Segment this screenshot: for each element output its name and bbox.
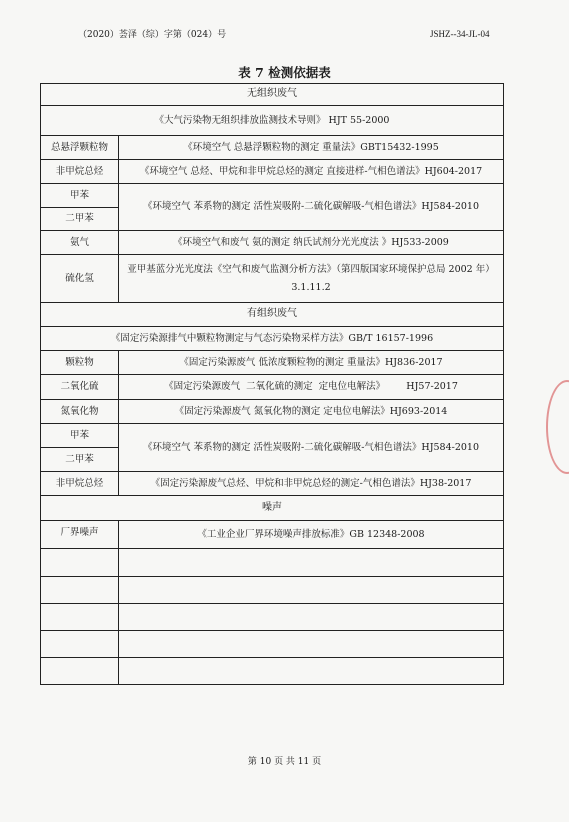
method-cell: 《工业企业厂界环境噪声排放标准》GB 12348-2008 (119, 521, 504, 549)
unorganized-general-standard: 《大气污染物无组织排放监测技术导则》 HJT 55-2000 (41, 106, 504, 136)
method-cell: 《固定污染源废气 低浓度颗粒物的测定 重量法》HJ836-2017 (119, 351, 504, 375)
item-cell: 硫化氢 (41, 255, 119, 303)
method-cell: 《环境空气 总烃、甲烷和非甲烷总烃的测定 直接进样-气相色谱法》HJ604-2017 (119, 160, 504, 184)
report-number: （2020）荟泽（综）字第（024）号 (78, 30, 227, 40)
basis-table (40, 83, 504, 685)
table-row (41, 231, 504, 255)
table-row (41, 327, 504, 351)
section-row (41, 303, 504, 327)
table-row (41, 424, 504, 448)
item-cell: 二甲苯 (41, 208, 119, 231)
table-row (41, 136, 504, 160)
item-cell: 厂界噪声 (41, 521, 119, 549)
empty-row (41, 577, 504, 604)
form-code: JSHZ--34-JL-04 (430, 29, 490, 39)
page-number: 第 10 页 共 11 页 (247, 757, 322, 767)
table-title: 表 7 检测依据表 (238, 65, 331, 80)
item-cell: 甲苯 (41, 184, 119, 208)
method-cell: 《固定污染源废气总烃、甲烷和非甲烷总烃的测定-气相色谱法》HJ38-2017 (119, 472, 504, 496)
table-row (41, 400, 504, 424)
section-noise: 噪声 (41, 496, 504, 521)
item-cell: 总悬浮颗粒物 (41, 136, 119, 160)
method-cell: 《固定污染源废气 二氧化硫的测定 定电位电解法》 HJ57-2017 (119, 375, 504, 400)
section-organized: 有组织废气 (41, 303, 504, 327)
section-row (41, 496, 504, 521)
empty-row (41, 604, 504, 631)
item-cell: 氮氧化物 (41, 400, 119, 424)
item-cell: 颗粒物 (41, 351, 119, 375)
item-cell: 氨气 (41, 231, 119, 255)
item-cell: 二甲苯 (41, 448, 119, 472)
item-cell: 非甲烷总烃 (41, 472, 119, 496)
method-cell: 《环境空气 苯系物的测定 活性炭吸附-二硫化碳解吸-气相色谱法》HJ584-2010 (119, 184, 504, 231)
empty-row (41, 658, 504, 685)
method-cell: 亚甲基蓝分光光度法《空气和废气监测分析方法》（第四版国家环境保护总局 2002 年）3.1.11.2 (119, 255, 504, 303)
table-row (41, 255, 504, 303)
table-row (41, 106, 504, 136)
table-row (41, 184, 504, 208)
seal-stamp (546, 380, 569, 474)
organized-general-standard: 《固定污染源排气中颗粒物测定与气态污染物采样方法》GB/T 16157-1996 (41, 327, 504, 351)
table-row (41, 351, 504, 375)
method-cell: 《环境空气 总悬浮颗粒物的测定 重量法》GBT15432-1995 (119, 136, 504, 160)
item-cell: 二氧化硫 (41, 375, 119, 400)
table-row (41, 521, 504, 549)
empty-row (41, 631, 504, 658)
method-cell: 《固定污染源废气 氮氧化物的测定 定电位电解法》HJ693-2014 (119, 400, 504, 424)
section-row (41, 84, 504, 106)
empty-row (41, 549, 504, 577)
method-cell: 《环境空气 苯系物的测定 活性炭吸附-二硫化碳解吸-气相色谱法》HJ584-2010 (119, 424, 504, 472)
table-row (41, 472, 504, 496)
section-unorganized: 无组织废气 (41, 84, 504, 106)
item-cell: 甲苯 (41, 424, 119, 448)
table-row (41, 375, 504, 400)
table-row (41, 160, 504, 184)
method-cell: 《环境空气和废气 氨的测定 纳氏试剂分光光度法 》HJ533-2009 (119, 231, 504, 255)
item-cell: 非甲烷总烃 (41, 160, 119, 184)
